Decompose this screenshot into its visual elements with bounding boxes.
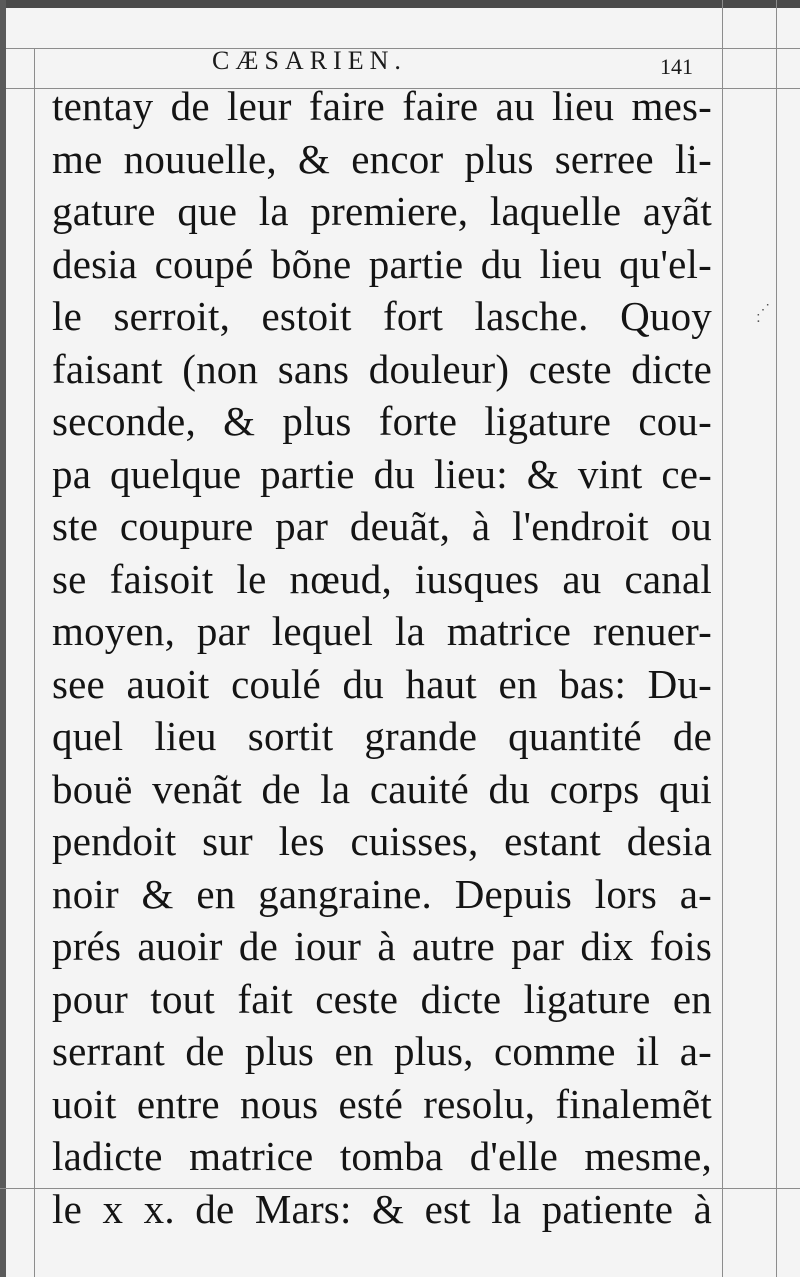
text-line: serrant de plus en plus, comme il a- xyxy=(52,1028,712,1074)
body-text xyxy=(52,80,712,1235)
text-line: desia coupé bõne partie du lieu qu'el- xyxy=(52,240,712,287)
text-line: le x x. de Mars: & est la patiente à xyxy=(52,1185,712,1232)
text-line: quel lieu sortit grande quantité de xyxy=(52,713,712,759)
text-line: bouë venãt de la cauité du corps qui xyxy=(52,765,712,812)
text-line: pa quelque partie du lieu: & vint ce- xyxy=(52,450,712,497)
text-line: seconde, & plus forte ligature cou- xyxy=(52,398,712,444)
text-line: moyen, par lequel la matrice renuer- xyxy=(52,608,712,654)
text-line: pendoit sur les cuisses, estant desia xyxy=(52,818,712,864)
page-number: 141 xyxy=(660,54,693,79)
text-line: me nouuelle, & encor plus serree li- xyxy=(52,135,712,182)
text-line: pour tout fait ceste dicte ligature en xyxy=(52,975,712,1022)
text-line: see auoit coulé du haut en bas: Du- xyxy=(52,660,712,707)
text-line: ste coupure par deuãt, à l'endroit ou xyxy=(52,503,712,549)
text-line: faisant (non sans douleur) ceste dicte xyxy=(52,345,712,392)
text-line: uoit entre nous esté resolu, finalemẽt xyxy=(52,1080,712,1127)
text-line: le serroit, estoit fort lasche. Quoy xyxy=(52,293,712,339)
running-head: CÆSARIEN. xyxy=(212,46,407,75)
text-line: noir & en gangraine. Depuis lors a- xyxy=(52,870,712,917)
text-line: gature que la premiere, laquelle ayãt xyxy=(52,188,712,234)
text-line: ladicte matrice tomba d'elle mesme, xyxy=(52,1133,712,1179)
text-line: se faisoit le nœud, iusques au canal xyxy=(52,555,712,602)
text-line: prés auoir de iour à autre par dix fois xyxy=(52,923,712,969)
margin-specks: ⋰ ⋅ xyxy=(756,303,770,330)
text-line: tentay de leur faire faire au lieu mes- xyxy=(52,83,712,129)
